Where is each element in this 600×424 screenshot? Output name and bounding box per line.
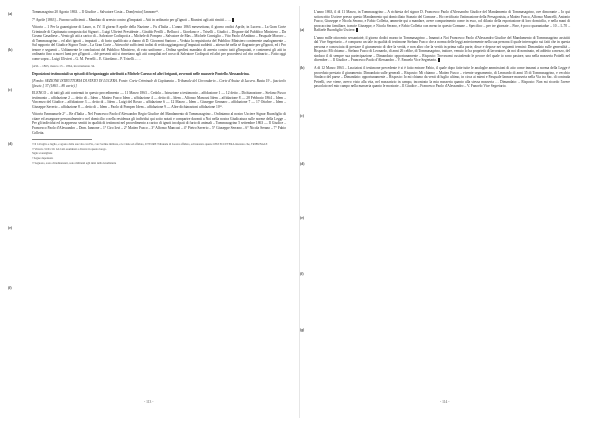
margin-note: (f)	[300, 272, 304, 276]
margin-note: (c)	[300, 114, 304, 118]
footnote: ¹² Vittorio 31/01/10. GLI atti esaminati a diversi in questo luogo.	[32, 146, 107, 151]
margin-note: (d)	[8, 142, 13, 146]
margin-note: (c)	[8, 88, 12, 92]
right-page	[300, 10, 576, 414]
footnote: ¹ Segue depennato	[32, 155, 54, 160]
text-cursor-icon	[438, 58, 440, 62]
margin-note: (g)	[300, 328, 305, 332]
paragraph: A dì 12 Marzo 1863 – Lasciatosi il testimone precedente è si è fatto entrare Fabio, il quale dopo fatte tutte le analoghe ammissioni di atto come innanzi a norma della Legge è proceduto prestato il giuramento. Dimandato sulle generali – Risposto: Mi chiamo – Matteo Fusco – vivente segnamento, di Leonardo di anni 35 di Tommasagrino, e vecchio Sindaco del paese – Dimandato: opportunamente – Risposto: Io mi chiamo da venti di luglio ultimo, in circa ai mieni e Pasquale Iannore masseria nella Via tra Sac. di contrada Petrelli, ove viene, avevo visto alla vita, nel massarizio in campo, incontrato la mia masseria quanto alla stessa masseria … Dimandato: – Risposto: Non mi ricordo l'avere pascolato nel mio campo nella masseria quanto le mostrate – Il Giudice – Francesco Paolo d'Alessandro – V. Fanoelo Vice Segretario.	[314, 66, 570, 89]
margin-note: (f)	[8, 286, 12, 290]
left-text-column	[32, 10, 286, 166]
paragraph: 7° Aprile [1863] – Furono sufficienti – Mandato di arresto contro gl'imputati – Atti in ordinario per gl'ignoti – Riunirsi agli atti rimittì – …	[32, 18, 286, 23]
footnote: ¹¹ Seguono, sono cittadinanzati, sono militanti agli inizi della Giudiziaria	[32, 160, 117, 165]
right-text-column	[314, 10, 570, 92]
footnote-divider	[32, 139, 92, 140]
page-number: - 113 -	[144, 400, 154, 404]
margin-note: (d)	[300, 162, 305, 166]
text-cursor-icon	[356, 28, 358, 32]
paragraph: L'anno 1863, il dì 11 Marzo, in Tommasagrino – A richiesta del signor D. Francesco Paolo d'Alessandro Giudice del Mandamento di Tommasagrino, ove dimorante – Io qui sottoscritto Usciere presso questo Mandamento qui domiciliato Stanzio del Comune – Ho certificato l'intimazione della Presagonista, a Matteo Fusco, Alfonso Mancelli, Antonio Fusco, Giuseppe e Nicola Serano, e Fabio Colletta, ammette qui a mandare, avere comparimento come in esso, col dilazio della esportazione di loro domicilio, e nella mani di proscaccino familiare, trancie Giuseppe, e Nicola Serano, e Fabio Colletta con meno in questo Comune – Specifico – per tre giornate – Fine, è poco quarantadue – 10 – L.70 – Raffaele Buonfiglio Usciere.	[314, 10, 570, 33]
margin-note: (b)	[8, 48, 13, 52]
footnote: ¹¹ Il 14 luglio e luglio, e agosto dalla sua vita con Pio, con l'ordine militare, e le visite ed affidato, UTTORE Tribunale di Lucera affidato, ed intestato queste 1863 ECCETERA intestato che, TRIBUNALE	[32, 142, 268, 147]
paragraph: ELENCO – di tutti gli atti contenuti in questo procedimento — 11 Marzo 1863 – Cedola – Istruzione a testimonio – affidazione 1 — 12 detto – Dichiarazione – Stefano Fusco testimonio – affidazione 2 — detto di – Idem – Matteo Fusco Idem – affidazione 4 — detto di – Idem – Alfonso Mancusi Idem – affidazione 8 — 28 Febbraio 1864 – Idem – Vincenzo del Giudice – affidazione 3 — detto di – Idem – Luigi del Rosso – affidazione 6 — 12 Marzo – Idem – Giuseppe Gennaro – affidazione 7 — 17 Ottobre – Idem – Giuseppe Saverio – affidazione 8 — detto di – Idem – Paolo di Pompeo Idem – affidazione 9 — Altre dichiarazioni affidazione 10¹².	[32, 91, 286, 109]
margin-note: (e)	[300, 216, 304, 220]
section-heading: Deposizioni testimoniali su episodi di brigantaggio attribuiti a Michele Caruso ed altri briganti, avvenuti nelle masserie Pontello Alessandrina.	[32, 71, 250, 76]
text-cursor-icon	[232, 18, 234, 22]
margin-note: (a)	[300, 28, 305, 32]
margin-note: (a)	[8, 12, 13, 16]
paragraph: L'anno mille ottocento sessantatrè, il giorno dodici marzo in Tommasagrino – Innanzi a Noi Francesco Paolo d'Alessandro Giudice del Mandamento di Tommasagrino assistiti dal Vice Segretario – è comparso un tale in qualità di testimone Stefano Fusco che a norma delle leggi anteriormente nella sua persona il quale interrogato sui fatti che in questa persona e conosciuta di prestare il giuramento di dire la verità, e non altro che la verità in prima sulla parte, disse e depose nei seguenti termini: Dimandato sulle generalità – Risposto: Mi chiamo – Stefano Fusco di Leonardo, di anni 26 celibe, dì Tommasagrino, trattore, venuto lo ha proprietà di lavoratore, da noi dì nominato, ed addetto a mezzo, del sindaco il di sempre sua partecipazione – Dimandato: opportunamente – Risposto: Trovavami custodendo le pecore del quale io sono pastore, una nella masseria Pottelli nel dicembre … Il Giudice – Francesco Paolo d'Alessandro – V. Fanoelo Vice Segretario.	[314, 35, 570, 63]
paragraph: Tommasagrino 20 Agosto 1863. – Il Giudice – Salvatore Costa – Dom[enico] Iannone¹¹.	[32, 10, 159, 14]
paragraph: Vittorio – 1 Per la guarnigione di Lauro, n. IV. Il giorno 8 aprile della Nazione – Fu d'Italia – L'anno 1863 mesesettano, il giorno ondici Aprile, in Lucera – La Gran Corte Criminale di Capitanata composta dai Signori – Luigi Ulivieri Presidente – Giraldo Perilli – Bellucci – Giordano e – Triselli – Giudici – Dispone dal Pubblico Ministero – Da Cosmo Casadiese – Vento gli atti a carico di – Salvatore Codispoti a – Michele di Pompeo – Salvatore de Mas – Michele Consiglio – Vito Paolo d'Ambino – Pasquale Mororo – di Tommasagrino – ed altri ignoti – imputati – di furto qualificato a danno di D. Giovanni Santoro – Veduta la requisitoria del Pubblico Ministero contenente analogamente – Sul rapporto del Giudice Signor Toste – La Gran Corte – Attesochè sufficienti indizi di reità raggiungono gl'imputati suddetti – attesochè nella sè flagrante per gl'ignoti, ed i Pro tenore e seguenti – Uditamente le conclusioni del Pubblico Ministero, di voto uniforme – Ordina spedirsi mandato di arresto contro tutti gl'imputati, e contenersi gli atti in ordinario fino a nuovi lumi per gl'ignoti – chè presenti atti si rimettano agli atti compilati nel corso di Salvatore Codispoti ed altri per procedersi col rito ordinario – Fatto oggi come sopra – Luigi Ulivieri – G. M. Perrelli – E. Giordano – P. Triselli – …	[32, 25, 286, 61]
footnote: Sigle sconsigliate	[32, 151, 53, 156]
paragraph: Vittorio Emmanuele 2° – Re d'Italia – Nel Francesco Paolo d'Alessandro Regio Giudice del Mandamento di Tommasagrino – Ordiniamo al nostro Usciere Signor Buonfiglio di citare ed assegnare personalmente o nel domicilio o nella residenza gli individui qui sotto notati e comparire davanti a Noi nella nostra Giudicatura sulle norme della Legge – Per gli individui ed in appresso sentiti in qualità di testimoni nel procedimento a carico di ignoti incolpati di furto di animali – Tommasagrino 5 settembre 1863 — Il Giudice – Francesco Paolo d'Alessandro – Dom. Iannone – 1° Ciro Iovi – 2° Matteo Fusco – 3° Alfonso Mancusi – 4° Pietro Saverio – 5° Giuseppe Serrano – 6° Nicola Serano – 7° Fabio Colletta.	[32, 112, 286, 135]
source-note: [Fondo: SEZIONE ISTRUTTORIA DI STATO IN LUCERA. Fonte: Corte Criminale di Capitanata – Tribunale del Circondario – Corte d'Assise di Lucera. Busta 19 – fascicolo [fascic.] 37 (1863 – 80 carte).]	[32, 79, 286, 88]
left-page	[8, 10, 286, 414]
margin-note: (e)	[8, 226, 12, 230]
margin-note: (b)	[300, 66, 305, 70]
archive-reference: (ASL – 1863, mazzo 13 – 1864, incartamento 34.	[32, 64, 95, 69]
page-number: - 114 -	[440, 400, 450, 404]
